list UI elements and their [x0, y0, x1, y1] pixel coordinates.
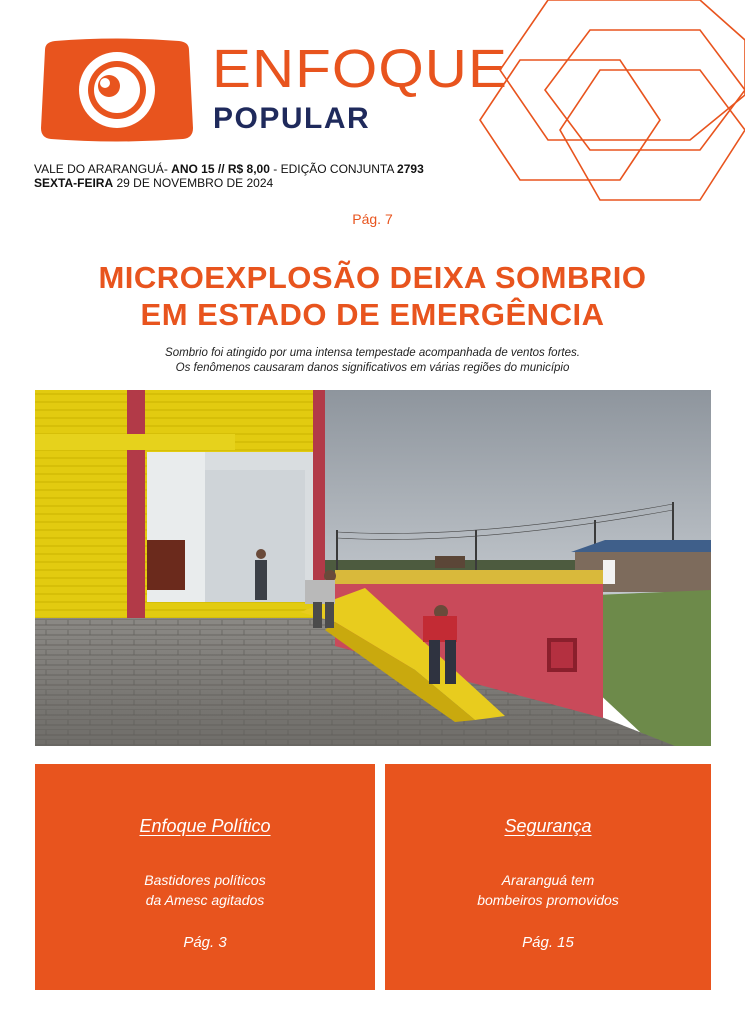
- main-story-photo: [35, 390, 711, 746]
- teaser-text-line-2: da Amesc agitados: [145, 892, 265, 908]
- teaser-seguranca[interactable]: [385, 764, 711, 990]
- masthead-date: 29 DE NOVEMBRO DE 2024: [116, 176, 274, 190]
- main-story-page-ref[interactable]: Pág. 7: [352, 211, 393, 227]
- subhead-line-1: Sombrio foi atingido por uma intensa tempestade acompanhada de ventos fortes.: [165, 347, 580, 359]
- masthead-year: ANO 15: [171, 162, 215, 176]
- teaser-title[interactable]: Enfoque Político: [139, 816, 271, 836]
- main-headline: [20, 259, 725, 333]
- teaser-text: [35, 870, 375, 910]
- logo-eye-icon: [37, 38, 197, 142]
- teaser-text-line-1: Bastidores políticos: [144, 872, 266, 888]
- brand-name: ENFOQUE: [212, 39, 508, 99]
- headline-line-2: EM ESTADO DE EMERGÊNCIA: [140, 297, 605, 332]
- headline-line-1: MICROEXPLOSÃO DEIXA SOMBRIO: [98, 260, 647, 295]
- masthead-edition-label: - EDIÇÃO CONJUNTA: [273, 162, 394, 176]
- teaser-text: [385, 870, 711, 910]
- subhead-line-2: Os fenômenos causaram danos significativos em várias regiões do município: [175, 362, 570, 374]
- teaser-title[interactable]: Segurança: [504, 816, 592, 836]
- masthead-weekday: SEXTA-FEIRA: [34, 176, 114, 190]
- main-subhead: [0, 346, 745, 376]
- teaser-text-line-2: bombeiros promovidos: [477, 892, 619, 908]
- teaser-page-ref[interactable]: Pág. 3: [183, 934, 227, 951]
- masthead-line-2: [34, 176, 273, 190]
- teaser-politico[interactable]: [35, 764, 375, 990]
- teaser-text-line-1: Araranguá tem: [501, 872, 595, 888]
- teaser-page-ref[interactable]: Pág. 15: [522, 934, 574, 951]
- masthead-edition-number: 2793: [397, 162, 424, 176]
- masthead-sep: //: [217, 162, 225, 176]
- masthead-region: VALE DO ARARANGUÁ-: [34, 162, 168, 176]
- masthead-line-1: [34, 162, 424, 176]
- brand-subname: POPULAR: [213, 102, 371, 135]
- masthead-price: R$ 8,00: [227, 162, 270, 176]
